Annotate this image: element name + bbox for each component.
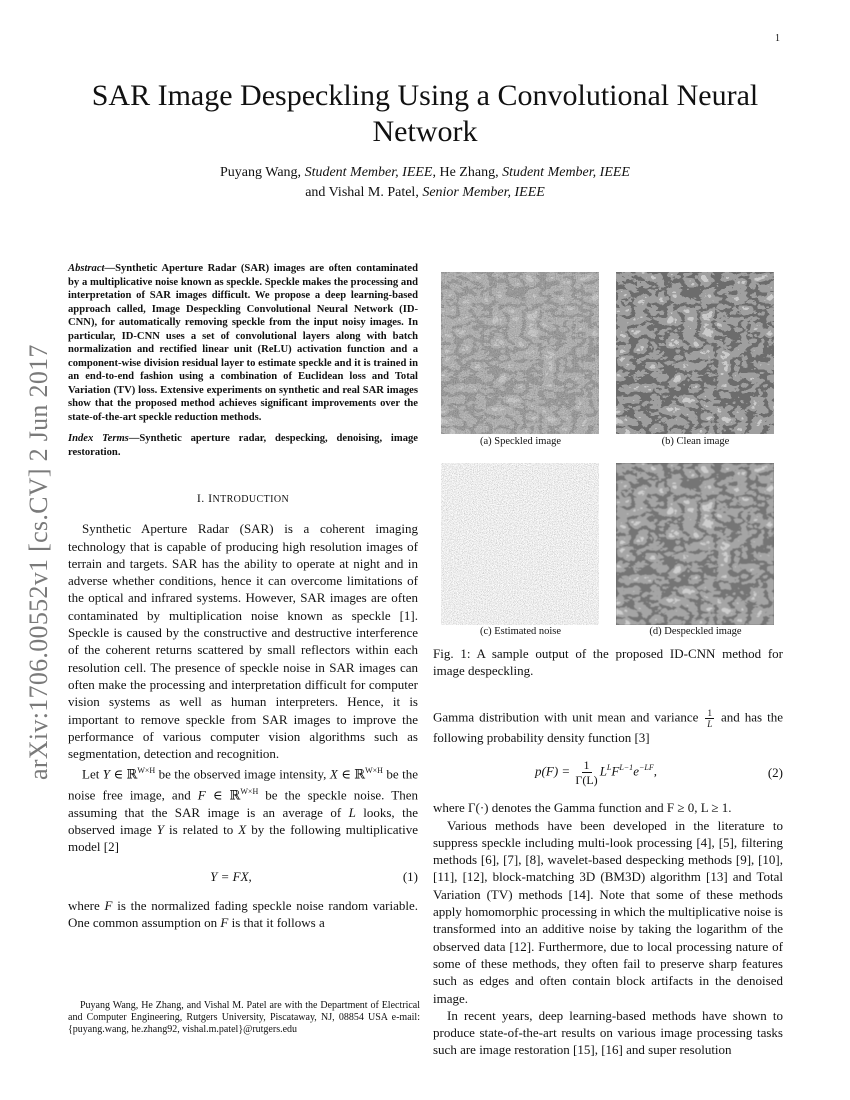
equation-1	[68, 868, 418, 885]
right-paragraph-4: In recent years, deep learning-based methods have shown to produce state-of-the-art results on various image processing tasks such are image restoration [15], [16] and super resolution	[433, 1007, 783, 1058]
author-name: and Vishal M. Patel,	[305, 185, 423, 200]
math-var: e	[633, 763, 639, 779]
right-column	[433, 708, 783, 1059]
clean-image	[616, 272, 774, 434]
math-sup: L	[606, 763, 612, 773]
math-var: F	[104, 897, 113, 913]
equation-1-body: Y = FX,	[210, 868, 252, 884]
author-list	[80, 163, 770, 203]
equation-2-number: (2)	[767, 765, 783, 781]
arxiv-identifier: arXiv:1706.00552v1 [cs.CV] 2 Jun 2017	[24, 344, 53, 780]
footnote	[68, 1000, 420, 1036]
subcaption-c: (c) Estimated noise	[479, 626, 562, 637]
subcaption-a: (a) Speckled image	[479, 436, 562, 447]
speckled-image-texture	[441, 272, 599, 434]
author-name: , He Zhang,	[432, 165, 503, 180]
math-sup: W×H	[240, 787, 259, 797]
right-paragraph-1	[433, 708, 783, 746]
fraction	[705, 708, 714, 729]
text-run: is the normalized fading speckle noise random variable. One common assumption on	[68, 897, 418, 931]
index-terms-label: Index Terms	[68, 433, 129, 444]
fraction-numerator: 1	[707, 708, 712, 718]
text-run: is related to	[164, 822, 239, 837]
abstract	[68, 262, 418, 424]
despeckled-image-texture	[616, 463, 774, 625]
math-var: X	[238, 822, 247, 837]
author-role: Student Member, IEEE	[502, 165, 630, 180]
fraction	[575, 758, 597, 787]
abstract-dash: —	[104, 263, 116, 274]
figure-caption: Fig. 1: A sample output of the proposed ID-CNN method for image despeckling.	[433, 646, 783, 678]
text-run: where	[68, 897, 105, 913]
math-sup: −LF	[638, 763, 654, 773]
clean-image-texture	[616, 272, 774, 434]
footnote-text: Puyang Wang, He Zhang, and Vishal M. Patel are with the Department of Electrical and Computer Engineering, Rutgers University, Piscataway, NJ, 08854 USA e-mail:{puyang.wang, he.zhang92, vishal.m.patel}@rutgers.edu	[68, 1000, 420, 1035]
author-name: Puyang Wang,	[220, 165, 305, 180]
equation-1-number: (1)	[402, 868, 418, 884]
index-terms-dash: —	[128, 433, 140, 444]
author-line-1	[80, 163, 770, 183]
math-var: X	[329, 766, 338, 782]
abstract-text: Synthetic Aperture Radar (SAR) images are often contaminated by a multiplicative noise known as speckle. Speckle makes the processing and interpretation of SAR images difficult. We propose a deep learning-based approach called, Image Despeckling Convolutional Neural Network (ID-CNN), for automatically removing speckle from the input noisy images. In particular, ID-CNN uses a set of convolutional layers along with batch normalization and rectified linear unit (ReLU) activation function and a component-wise division residual layer to estimate speckle and it is trained in an end-to-end fashion using a combination of Euclidean loss and Total Variation (TV) loss. Extensive experiments on synthetic and real SAR images show that the proposed method achieves significant improvements over the state-of-the-art speckle reduction methods.	[68, 263, 418, 423]
math-op: ∈ ℝ	[110, 766, 138, 782]
math-var: L	[348, 804, 356, 820]
despeckled-image	[616, 463, 774, 625]
text-run: looks, the observed image	[68, 804, 418, 837]
math-op: ∈ ℝ	[205, 787, 241, 803]
math-var: F	[611, 763, 620, 779]
text-run: be the speckle noise. Then assuming that the SAR image is an average of	[68, 787, 418, 820]
author-role: Student Member, IEEE	[304, 165, 433, 180]
estimated-noise-texture	[441, 463, 599, 625]
author-line-2	[80, 183, 770, 203]
index-terms-text: Synthetic aperture radar, despecking, denoising, image restoration.	[68, 433, 418, 458]
equation-lhs: p(F) =	[535, 763, 574, 779]
math-var: L	[599, 763, 607, 779]
text-run: by the following multiplicative model [2]	[68, 822, 418, 855]
left-column	[68, 262, 418, 931]
text-run: is that it follows a	[228, 915, 325, 931]
intro-paragraph-1: Synthetic Aperture Radar (SAR) is a coherent imaging technology that is capable of producing high resolution images of terrain and targets. SAR has the ability to operate at night and in adverse whether conditions, hence it can overcome limitations of the optical and infrared systems. However, SAR images are often contaminated by multiplication noise known as speckle [1]. Speckle is caused by the constructive and destructive interference of the coherent returns scattered by small reflectors within each resolution cell. The presence of speckle noise in SAR images can often make the processing and interpretation difficult for computer vision systems as well as human interpreters. Hence, it is important to remove speckle from SAR images to improve the performance of various computer vision algorithms such as segmentation, detection and recognition.	[68, 521, 418, 762]
math-sup: L−1	[619, 763, 634, 773]
text-run: Let	[82, 766, 103, 782]
estimated-noise-image	[441, 463, 599, 625]
page-number: 1	[775, 33, 780, 44]
index-terms	[68, 432, 418, 459]
equation-2	[433, 758, 783, 787]
equation-2-body	[433, 758, 759, 787]
math-var: F	[220, 915, 229, 931]
math-var: Y	[156, 822, 164, 837]
subcaption-d: (d) Despeckled image	[649, 626, 742, 637]
text-run: be the observed image intensity,	[155, 766, 330, 782]
fraction-denominator: L	[707, 719, 713, 729]
math-var: F	[197, 787, 206, 803]
intro-paragraph-3	[68, 897, 418, 932]
math-var: Y	[102, 766, 110, 782]
math-sup: W×H	[365, 766, 383, 776]
section-heading	[68, 490, 418, 508]
section-number: I. I	[196, 491, 213, 505]
right-paragraph-2: where Γ(·) denotes the Gamma function and F ≥ 0, L ≥ 1.	[433, 800, 732, 816]
fraction-numerator: 1	[583, 758, 590, 773]
math-sup: W×H	[137, 766, 156, 776]
right-paragraph-3: Various methods have been developed in the literature to suppress speckle including multi-look processing [4], [5], filtering methods [6], [7], [8], wavelet-based despecking methods [9], [10], [11], [12], block-matching 3D (BM3D) algorithm [13] and Total Variation (TV) methods [14]. Note that some of these methods apply homomorphic processing in which the multiplicative noise is transformed into an additive noise by taking the logarithm of the observed data [12]. Furthermore, due to local processing nature of some of these methods, they often fail to preserve sharp features such as edges and often contain block artifacts in the denoised image.	[433, 817, 783, 1006]
math-punct: ,	[653, 763, 657, 779]
paper-title: SAR Image Despeckling Using a Convolutional Neural Network	[91, 79, 759, 148]
section-name: NTRODUCTION	[212, 494, 290, 505]
speckled-image	[441, 272, 599, 434]
text-run: Gamma distribution with unit mean and variance	[433, 709, 704, 725]
subcaption-b: (b) Clean image	[661, 436, 730, 447]
intro-paragraph-2	[68, 762, 418, 855]
text-run: and has the following probability density function [3]	[433, 709, 783, 745]
math-op: ∈ ℝ	[337, 766, 366, 782]
fraction-denominator: Γ(L)	[575, 773, 598, 788]
abstract-label: Abstract	[68, 263, 105, 274]
author-role: Senior Member, IEEE	[422, 185, 545, 200]
text-run: be the noise free image, and	[68, 766, 418, 803]
